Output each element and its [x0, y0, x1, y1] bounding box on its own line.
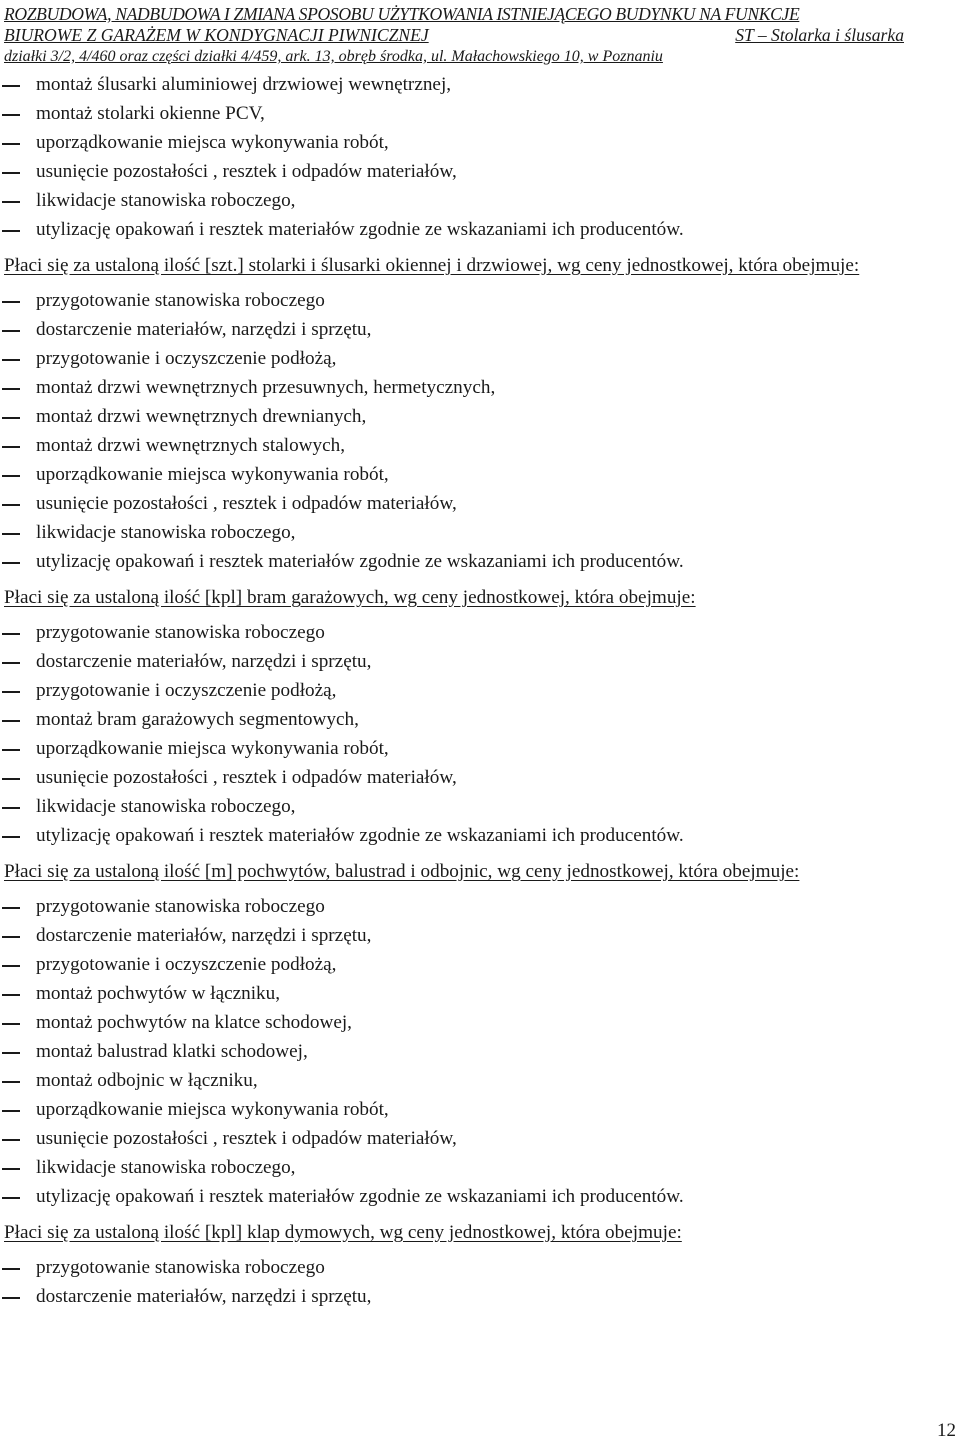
- dash-bullet-icon: [2, 417, 20, 419]
- list-item-text: likwidacje stanowiska roboczego,: [36, 190, 296, 211]
- dash-bullet-icon: [2, 1110, 20, 1112]
- list-item-text: przygotowanie stanowiska roboczego: [36, 896, 325, 917]
- dash-bullet-icon: [2, 1197, 20, 1199]
- list-item-text: montaż balustrad klatki schodowej,: [36, 1041, 308, 1062]
- list-item: [0, 1095, 958, 1124]
- list-item: [0, 647, 958, 676]
- list-item: [0, 763, 958, 792]
- section-item-list: [0, 892, 958, 1211]
- dash-bullet-icon: [2, 1023, 20, 1025]
- dash-bullet-icon: [2, 633, 20, 635]
- list-item-text: dostarczenie materiałów, narzędzi i sprzętu,: [36, 925, 372, 946]
- document-header: [4, 4, 956, 67]
- dash-bullet-icon: [2, 907, 20, 909]
- dash-bullet-icon: [2, 562, 20, 564]
- list-item: [0, 128, 958, 157]
- list-item-text: montaż odbojnic w łączniku,: [36, 1070, 258, 1091]
- top-item-list: [0, 70, 958, 244]
- header-line-3: [4, 46, 956, 67]
- list-item: [0, 373, 958, 402]
- list-item-text: montaż pochwytów na klatce schodowej,: [36, 1012, 352, 1033]
- list-item: [0, 489, 958, 518]
- list-item-text: likwidacje stanowiska roboczego,: [36, 522, 296, 543]
- list-item: [0, 950, 958, 979]
- payment-paragraph: Płaci się za ustaloną ilość [kpl] klap dymowych, wg ceny jednostkowej, która obejmuje:: [4, 1222, 682, 1243]
- list-item: [0, 1253, 958, 1282]
- list-item: [0, 1153, 958, 1182]
- list-item: [0, 344, 958, 373]
- dash-bullet-icon: [2, 778, 20, 780]
- list-item-text: likwidacje stanowiska roboczego,: [36, 1157, 296, 1178]
- dash-bullet-icon: [2, 475, 20, 477]
- dash-bullet-icon: [2, 836, 20, 838]
- dash-bullet-icon: [2, 1052, 20, 1054]
- document-body: [0, 70, 958, 1311]
- list-item-text: utylizację opakowań i resztek materiałów zgodnie ze wskazaniami ich producentów.: [36, 1186, 684, 1207]
- list-item-text: likwidacje stanowiska roboczego,: [36, 796, 296, 817]
- dash-bullet-icon: [2, 114, 20, 116]
- list-item: [0, 792, 958, 821]
- payment-paragraph: Płaci się za ustaloną ilość [szt.] stolarki i ślusarki okiennej i drzwiowej, wg ceny jednostkowej, która obejmuje:: [4, 255, 860, 276]
- list-item-text: przygotowanie stanowiska roboczego: [36, 290, 325, 311]
- list-item-text: uporządkowanie miejsca wykonywania robót,: [36, 1099, 389, 1120]
- dash-bullet-icon: [2, 446, 20, 448]
- list-item-text: uporządkowanie miejsca wykonywania robót,: [36, 738, 389, 759]
- list-item-text: usunięcie pozostałości , resztek i odpadów materiałów,: [36, 767, 457, 788]
- list-item: [0, 460, 958, 489]
- dash-bullet-icon: [2, 965, 20, 967]
- payment-paragraph: Płaci się za ustaloną ilość [kpl] bram garażowych, wg ceny jednostkowej, która obejmuje:: [4, 587, 696, 608]
- list-item: [0, 402, 958, 431]
- list-item-text: montaż drzwi wewnętrznych przesuwnych, hermetycznych,: [36, 377, 496, 398]
- header-line-2: [4, 25, 956, 46]
- section-item-list: [0, 286, 958, 576]
- list-item: [0, 1066, 958, 1095]
- dash-bullet-icon: [2, 230, 20, 232]
- list-item: [0, 1008, 958, 1037]
- list-item-text: utylizację opakowań i resztek materiałów zgodnie ze wskazaniami ich producentów.: [36, 551, 684, 572]
- list-item: [0, 215, 958, 244]
- dash-bullet-icon: [2, 533, 20, 535]
- list-item-text: przygotowanie i oczyszczenie podłożą,: [36, 348, 337, 369]
- list-item-text: przygotowanie i oczyszczenie podłożą,: [36, 954, 337, 975]
- list-item-text: dostarczenie materiałów, narzędzi i sprzętu,: [36, 651, 372, 672]
- list-item: [0, 1037, 958, 1066]
- dash-bullet-icon: [2, 1081, 20, 1083]
- list-item: [0, 186, 958, 215]
- list-item-text: utylizację opakowań i resztek materiałów zgodnie ze wskazaniami ich producentów.: [36, 825, 684, 846]
- list-item: [0, 1124, 958, 1153]
- dash-bullet-icon: [2, 330, 20, 332]
- dash-bullet-icon: [2, 143, 20, 145]
- list-item: [0, 1182, 958, 1211]
- dash-bullet-icon: [2, 807, 20, 809]
- list-item: [0, 518, 958, 547]
- dash-bullet-icon: [2, 359, 20, 361]
- dash-bullet-icon: [2, 301, 20, 303]
- dash-bullet-icon: [2, 504, 20, 506]
- list-item-text: uporządkowanie miejsca wykonywania robót,: [36, 464, 389, 485]
- header-title-part-1: ROZBUDOWA, NADBUDOWA I ZMIANA SPOSOBU UŻYTKOWANIA ISTNIEJĄCEGO BUDYNKU NA FUNKCJE: [4, 4, 800, 24]
- list-item: [0, 431, 958, 460]
- list-item-text: montaż ślusarki aluminiowej drzwiowej wewnętrznej,: [36, 74, 452, 95]
- dash-bullet-icon: [2, 1139, 20, 1141]
- list-item: [0, 1282, 958, 1311]
- page-number: 12: [937, 1420, 956, 1441]
- list-item-text: montaż drzwi wewnętrznych stalowych,: [36, 435, 346, 456]
- list-item-text: usunięcie pozostałości , resztek i odpadów materiałów,: [36, 493, 457, 514]
- list-item-text: montaż stolarki okienne PCV,: [36, 103, 265, 124]
- list-item: [0, 618, 958, 647]
- list-item: [0, 676, 958, 705]
- list-item: [0, 99, 958, 128]
- list-item: [0, 821, 958, 850]
- list-item: [0, 547, 958, 576]
- list-item: [0, 286, 958, 315]
- dash-bullet-icon: [2, 201, 20, 203]
- header-line-1: [4, 4, 956, 25]
- payment-paragraph: Płaci się za ustaloną ilość [m] pochwytów, balustrad i odbojnic, wg ceny jednostkowej, która obejmuje:: [4, 861, 800, 882]
- list-item-text: montaż bram garażowych segmentowych,: [36, 709, 359, 730]
- dash-bullet-icon: [2, 936, 20, 938]
- list-item: [0, 157, 958, 186]
- section-item-list: [0, 618, 958, 850]
- list-item-text: dostarczenie materiałów, narzędzi i sprzętu,: [36, 319, 372, 340]
- list-item-text: utylizację opakowań i resztek materiałów zgodnie ze wskazaniami ich producentów.: [36, 219, 684, 240]
- list-item: [0, 921, 958, 950]
- header-title-part-2: BIUROWE Z GARAŻEM W KONDYGNACJI PIWNICZNEJ: [4, 25, 429, 45]
- list-item: [0, 734, 958, 763]
- dash-bullet-icon: [2, 1297, 20, 1299]
- list-item: [0, 70, 958, 99]
- list-item-text: przygotowanie i oczyszczenie podłożą,: [36, 680, 337, 701]
- list-item-text: uporządkowanie miejsca wykonywania robót,: [36, 132, 389, 153]
- list-item-text: montaż pochwytów w łączniku,: [36, 983, 281, 1004]
- list-item-text: usunięcie pozostałości , resztek i odpadów materiałów,: [36, 1128, 457, 1149]
- dash-bullet-icon: [2, 85, 20, 87]
- list-item-text: dostarczenie materiałów, narzędzi i sprzętu,: [36, 1286, 372, 1307]
- dash-bullet-icon: [2, 172, 20, 174]
- dash-bullet-icon: [2, 388, 20, 390]
- dash-bullet-icon: [2, 1168, 20, 1170]
- list-item: [0, 315, 958, 344]
- dash-bullet-icon: [2, 749, 20, 751]
- list-item-text: usunięcie pozostałości , resztek i odpadów materiałów,: [36, 161, 457, 182]
- list-item-text: przygotowanie stanowiska roboczego: [36, 622, 325, 643]
- dash-bullet-icon: [2, 691, 20, 693]
- list-item-text: przygotowanie stanowiska roboczego: [36, 1257, 325, 1278]
- list-item: [0, 979, 958, 1008]
- dash-bullet-icon: [2, 994, 20, 996]
- list-item-text: montaż drzwi wewnętrznych drewnianych,: [36, 406, 367, 427]
- section-item-list: [0, 1253, 958, 1311]
- header-location: działki 3/2, 4/460 oraz części działki 4/459, ark. 13, obręb środka, ul. Małachowskiego 10, w Poznaniu: [4, 48, 663, 65]
- dash-bullet-icon: [2, 662, 20, 664]
- dash-bullet-icon: [2, 720, 20, 722]
- header-section-code: ST – Stolarka i ślusarka: [735, 25, 904, 45]
- dash-bullet-icon: [2, 1268, 20, 1270]
- list-item: [0, 892, 958, 921]
- list-item: [0, 705, 958, 734]
